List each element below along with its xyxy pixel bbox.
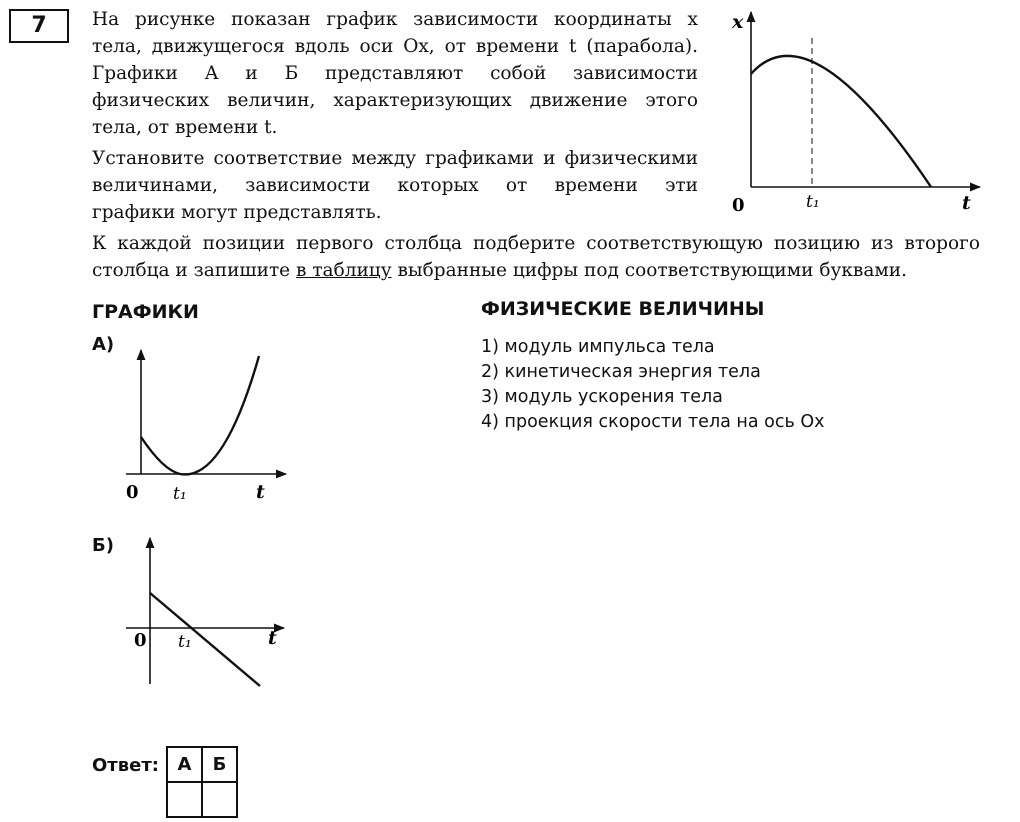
quantity-option-1 xyxy=(481,335,824,360)
main-y-axis-label: x xyxy=(732,11,744,33)
intro-line: тела, движущегося вдоль оси Ox, от времени t (парабола). xyxy=(92,36,698,57)
quantity-text: модуль ускорения тела xyxy=(504,387,723,407)
graph-b-x-axis-label: t xyxy=(268,627,277,649)
instruction-text: выбранные цифры под соответствующими буквами. xyxy=(397,260,907,281)
answer-table-link: в таблицу xyxy=(296,260,392,281)
quantity-number: 4) xyxy=(481,412,499,432)
answer-cell-b[interactable] xyxy=(202,782,237,817)
intro-line: Графики А и Б представляют собой зависимости xyxy=(92,63,698,84)
answer-cell-a[interactable] xyxy=(167,782,202,817)
answer-column-a-header: А xyxy=(167,747,202,782)
task-instruction xyxy=(92,230,980,284)
task-statement xyxy=(92,145,698,226)
quantity-text: проекция скорости тела на ось Ox xyxy=(504,412,825,432)
quantity-number: 2) xyxy=(481,362,499,382)
graph-b-origin-label: 0 xyxy=(134,630,147,651)
intro-line: тела, от времени t. xyxy=(92,117,278,138)
task-number: 7 xyxy=(9,9,69,43)
graph-a-x-axis-label: t xyxy=(256,481,265,503)
task-intro xyxy=(92,6,698,141)
instruction-line-2 xyxy=(92,257,980,284)
graphs-heading: ГРАФИКИ xyxy=(92,301,199,323)
quantity-option-2 xyxy=(481,360,824,385)
answer-label: Ответ: xyxy=(92,755,159,776)
answer-column-b-header: Б xyxy=(202,747,237,782)
main-parabola xyxy=(751,56,931,187)
intro-line: физических величин, характеризующих движение этого xyxy=(92,90,698,111)
task-line: Установите соответствие между графиками и физическими xyxy=(92,148,698,169)
graph-a-origin-label: 0 xyxy=(126,482,139,503)
quantity-text: модуль импульса тела xyxy=(504,337,715,357)
graph-a-curve xyxy=(141,356,259,474)
quantity-text: кинетическая энергия тела xyxy=(504,362,761,382)
quantity-number: 1) xyxy=(481,337,499,357)
main-t1-label: t₁ xyxy=(806,192,820,212)
graph-a-label: А) xyxy=(92,334,115,355)
quantities-heading: ФИЗИЧЕСКИЕ ВЕЛИЧИНЫ xyxy=(481,298,765,320)
graph-b-label: Б) xyxy=(92,535,114,556)
quantity-number: 3) xyxy=(481,387,499,407)
graph-a-t1-label: t₁ xyxy=(173,484,187,504)
graph-a xyxy=(118,342,293,510)
graph-b-line xyxy=(150,593,260,686)
task-line: величинами, зависимости которых от времени эти xyxy=(92,175,698,196)
graph-b-t1-label: t₁ xyxy=(178,632,192,652)
main-origin-label: 0 xyxy=(732,195,745,216)
instruction-text: столбца и запишите xyxy=(92,260,291,281)
graph-b xyxy=(118,534,293,692)
quantity-option-4 xyxy=(481,410,824,435)
instruction-line-1: К каждой позиции первого столбца подберите соответствующую позицию из второго xyxy=(92,233,980,254)
task-line: графики могут представлять. xyxy=(92,202,382,223)
quantities-list xyxy=(481,335,824,435)
main-x-axis-label: t xyxy=(962,192,971,214)
intro-line: На рисунке показан график зависимости координаты x xyxy=(92,9,698,30)
answer-table xyxy=(166,746,238,818)
main-graph xyxy=(718,4,1008,220)
quantity-option-3 xyxy=(481,385,824,410)
